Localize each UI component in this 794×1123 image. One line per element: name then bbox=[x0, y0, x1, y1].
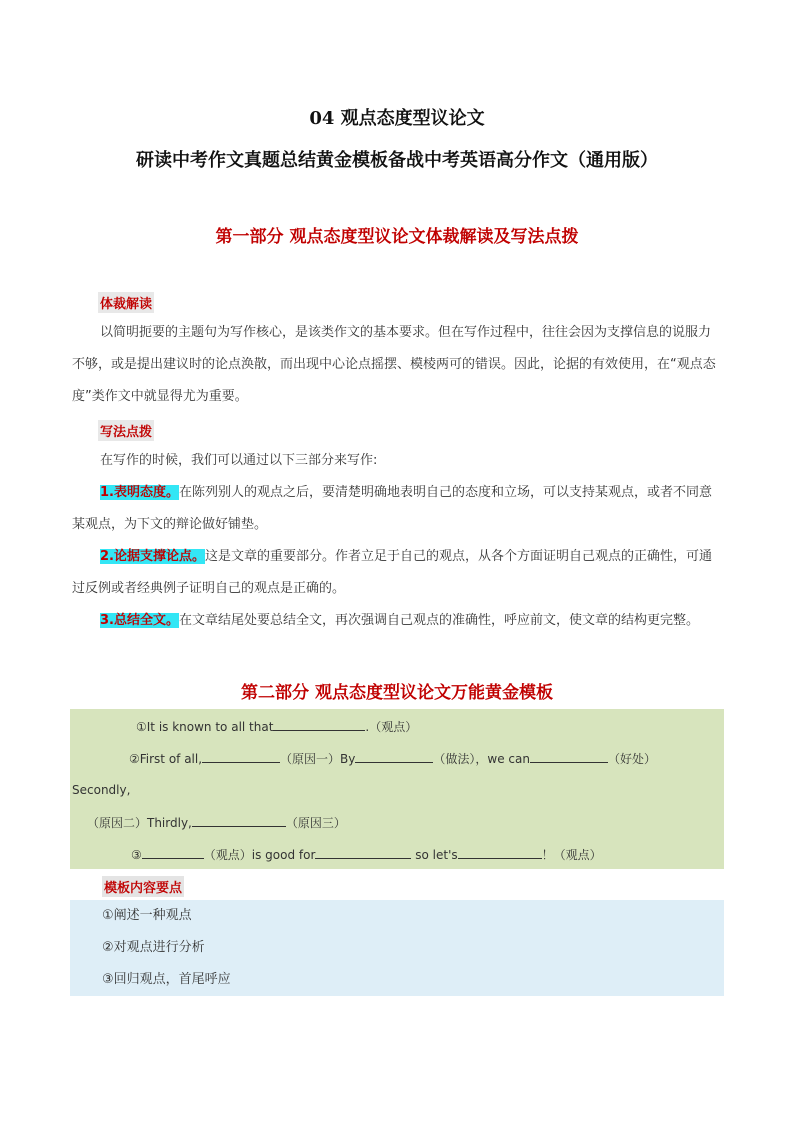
template-line-2-b: （原因一）By bbox=[280, 752, 356, 766]
step-2-key: 2.论据支撑论点。 bbox=[100, 549, 205, 564]
point-item-3: ③回归观点，首尾呼应 bbox=[102, 972, 231, 987]
template-box bbox=[70, 709, 724, 869]
blank-3 bbox=[355, 750, 433, 763]
point-item-2: ②对观点进行分析 bbox=[102, 940, 205, 955]
step-3-key: 3.总结全文。 bbox=[100, 613, 179, 628]
template-line-5 bbox=[131, 846, 602, 863]
blank-2 bbox=[202, 750, 280, 763]
document-title: 04 观点态度型议论文 bbox=[309, 108, 485, 129]
template-line-2-c: （做法），we can bbox=[433, 752, 530, 766]
blank-6 bbox=[142, 846, 204, 859]
step-2 bbox=[72, 541, 722, 605]
points-box bbox=[70, 900, 724, 996]
template-line-4-a: （原因二）Thirdly, bbox=[87, 816, 192, 830]
template-line-1-start: ①It is known to all that bbox=[136, 720, 274, 734]
part2-title: 第二部分 观点态度型议论文万能黄金模板 bbox=[241, 683, 553, 703]
genre-paragraph: 以简明扼要的主题句为写作核心，是该类作文的基本要求。但在写作过程中，往往会因为支撑信息的说服力不够，或是提出建议时的论点涣散，而出现中心论点摇摆、模棱两可的错误。因此，论据的有效使用，在“观点态度”类作文中就显得尤为重要。 bbox=[72, 325, 716, 404]
step-1-text: 在陈列别人的观点之后，要清楚明确地表明自己的态度和立场，可以支持某观点，或者不同意某观点，为下文的辩论做好铺垫。 bbox=[72, 485, 712, 532]
step-1 bbox=[72, 477, 722, 541]
genre-label-wrap bbox=[98, 292, 154, 313]
template-line-1-end: .（观点） bbox=[365, 720, 418, 734]
document-subtitle: 研读中考作文真题总结黄金模板备战中考英语高分作文（通用版） bbox=[136, 150, 658, 171]
template-line-4 bbox=[87, 814, 346, 831]
blank-4 bbox=[530, 750, 608, 763]
template-line-2 bbox=[129, 750, 656, 767]
blank-7 bbox=[315, 846, 411, 859]
part1-title: 第一部分 观点态度型议论文体裁解读及写法点拨 bbox=[215, 227, 579, 247]
step-3-text: 在文章结尾处要总结全文，再次强调自己观点的准确性，呼应前文，使文章的结构更完整。 bbox=[178, 613, 699, 628]
template-line-2-a: ②First of all, bbox=[129, 752, 203, 766]
template-line-3 bbox=[72, 782, 130, 798]
blank-1 bbox=[273, 718, 365, 731]
step-3 bbox=[72, 605, 722, 637]
template-line-5-c: so let's bbox=[415, 848, 458, 862]
genre-label: 体裁解读 bbox=[98, 292, 154, 313]
template-line-3-text: Secondly, bbox=[72, 783, 131, 797]
template-line-5-b: （观点）is good for bbox=[203, 848, 316, 862]
template-line-4-b: （原因三） bbox=[285, 816, 346, 830]
template-line-5-d: ！（观点） bbox=[541, 848, 602, 862]
blank-8 bbox=[458, 846, 542, 859]
method-label: 写法点拨 bbox=[98, 420, 154, 441]
template-line-2-d: （好处） bbox=[607, 752, 656, 766]
template-line-1 bbox=[136, 718, 417, 735]
step-2-text: 这是文章的重要部分。作者立足于自己的观点，从各个方面证明自己观点的正确性，可通过反例或者经典例子证明自己的观点是正确的。 bbox=[72, 549, 712, 596]
method-label-wrap bbox=[98, 420, 154, 441]
points-label: 模板内容要点 bbox=[102, 876, 184, 897]
points-label-wrap bbox=[102, 876, 184, 897]
template-line-5-a: ③ bbox=[131, 848, 142, 862]
method-intro: 在写作的时候，我们可以通过以下三部分来写作: bbox=[100, 453, 378, 468]
blank-5 bbox=[192, 814, 286, 827]
step-1-key: 1.表明态度。 bbox=[100, 485, 179, 500]
point-item-1: ①阐述一种观点 bbox=[102, 908, 192, 923]
